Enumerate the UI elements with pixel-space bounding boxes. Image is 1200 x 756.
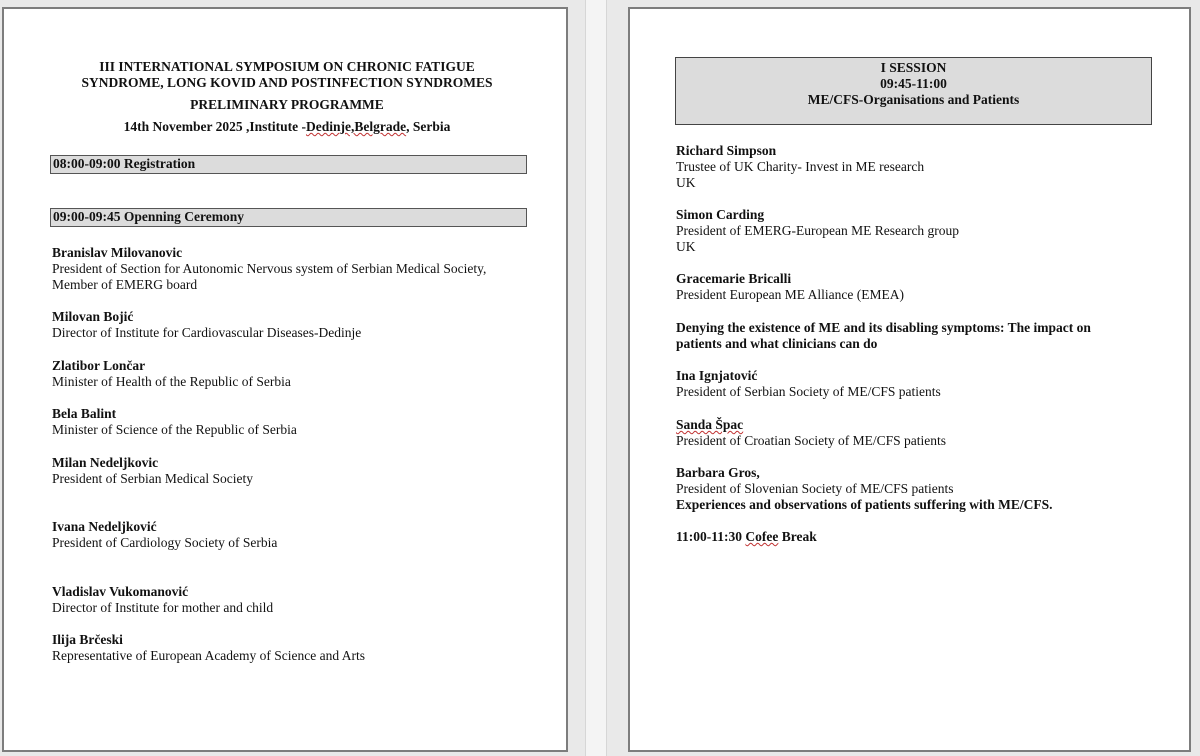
speaker-name: Bela Balint xyxy=(52,406,117,421)
speaker-role: President of Cardiology Society of Serbia xyxy=(52,535,278,550)
registration-bar: 08:00-09:00 Registration xyxy=(50,155,527,174)
session-topic: ME/CFS-Organisations and Patients xyxy=(807,92,1020,107)
speaker-name: Sanda Špac xyxy=(676,417,744,432)
talk-title-line-1: Denying the existence of ME and its disabling symptoms: The impact on xyxy=(676,320,1091,335)
speaker-name: Milan Nedeljkovic xyxy=(52,455,159,470)
speaker-role: Director of Institute for mother and child xyxy=(52,600,274,615)
opening-ceremony-bar: 09:00-09:45 Openning Ceremony xyxy=(50,208,527,227)
speaker-name: Branislav Milovanovic xyxy=(52,245,183,260)
speaker-role: President of Serbian Medical Society xyxy=(52,471,253,486)
speaker-name: Gracemarie Bricalli xyxy=(676,271,792,286)
document-page-1 xyxy=(2,7,568,752)
event-date-location: 14th November 2025 ,Institute -Dedinje,Belgrade, Serbia xyxy=(123,119,451,134)
speaker-name: Ivana Nedeljković xyxy=(52,519,157,534)
session-time: 09:45-11:00 xyxy=(880,76,947,91)
speaker-country: UK xyxy=(676,239,696,254)
speaker-role: President of EMERG-European ME Research group xyxy=(676,223,960,238)
speaker-country: UK xyxy=(676,175,696,190)
speaker-name: Ina Ignjatović xyxy=(676,368,758,383)
talk-title: Experiences and observations of patients suffering with ME/CFS. xyxy=(676,497,1053,512)
speaker-role: Minister of Health of the Republic of Serbia xyxy=(52,374,291,389)
speaker-name: Milovan Bojić xyxy=(52,309,134,324)
speaker-role: Representative of European Academy of Science and Arts xyxy=(52,648,366,663)
page-gutter xyxy=(585,0,607,756)
document-page-2 xyxy=(628,7,1191,752)
speaker-role: Director of Institute for Cardiovascular Diseases-Dedinje xyxy=(52,325,362,340)
talk-title-line-2: patients and what clinicians can do xyxy=(676,336,878,351)
speaker-name: Ilija Brčeski xyxy=(52,632,123,647)
speaker-role: President of Slovenian Society of ME/CFS patients xyxy=(676,481,954,496)
symposium-title-line-2: SYNDROME, LONG KOVID AND POSTINFECTION SYNDROMES xyxy=(81,75,493,90)
speaker-name: Zlatibor Lončar xyxy=(52,358,146,373)
speaker-role: Trustee of UK Charity- Invest in ME research xyxy=(676,159,925,174)
session-title: I SESSION xyxy=(880,60,947,75)
speaker-role: President of Croatian Society of ME/CFS patients xyxy=(676,433,946,448)
speaker-role: President of Section for Autonomic Nervous system of Serbian Medical Society, xyxy=(52,261,487,276)
speaker-role: President of Serbian Society of ME/CFS patients xyxy=(676,384,941,399)
speaker-name: Simon Carding xyxy=(676,207,765,222)
symposium-title-line-1: III INTERNATIONAL SYMPOSIUM ON CHRONIC FATIGUE xyxy=(99,59,475,74)
speaker-name: Richard Simpson xyxy=(676,143,777,158)
coffee-break: 11:00-11:30 Cofee Break xyxy=(676,529,817,544)
speaker-role: Member of EMERG board xyxy=(52,277,198,292)
speaker-name: Barbara Gros, xyxy=(676,465,760,480)
session-header-box xyxy=(675,57,1152,125)
speaker-role: President European ME Alliance (EMEA) xyxy=(676,287,904,302)
programme-subtitle: PRELIMINARY PROGRAMME xyxy=(190,97,384,112)
speaker-role: Minister of Science of the Republic of Serbia xyxy=(52,422,297,437)
speaker-name: Vladislav Vukomanović xyxy=(52,584,189,599)
